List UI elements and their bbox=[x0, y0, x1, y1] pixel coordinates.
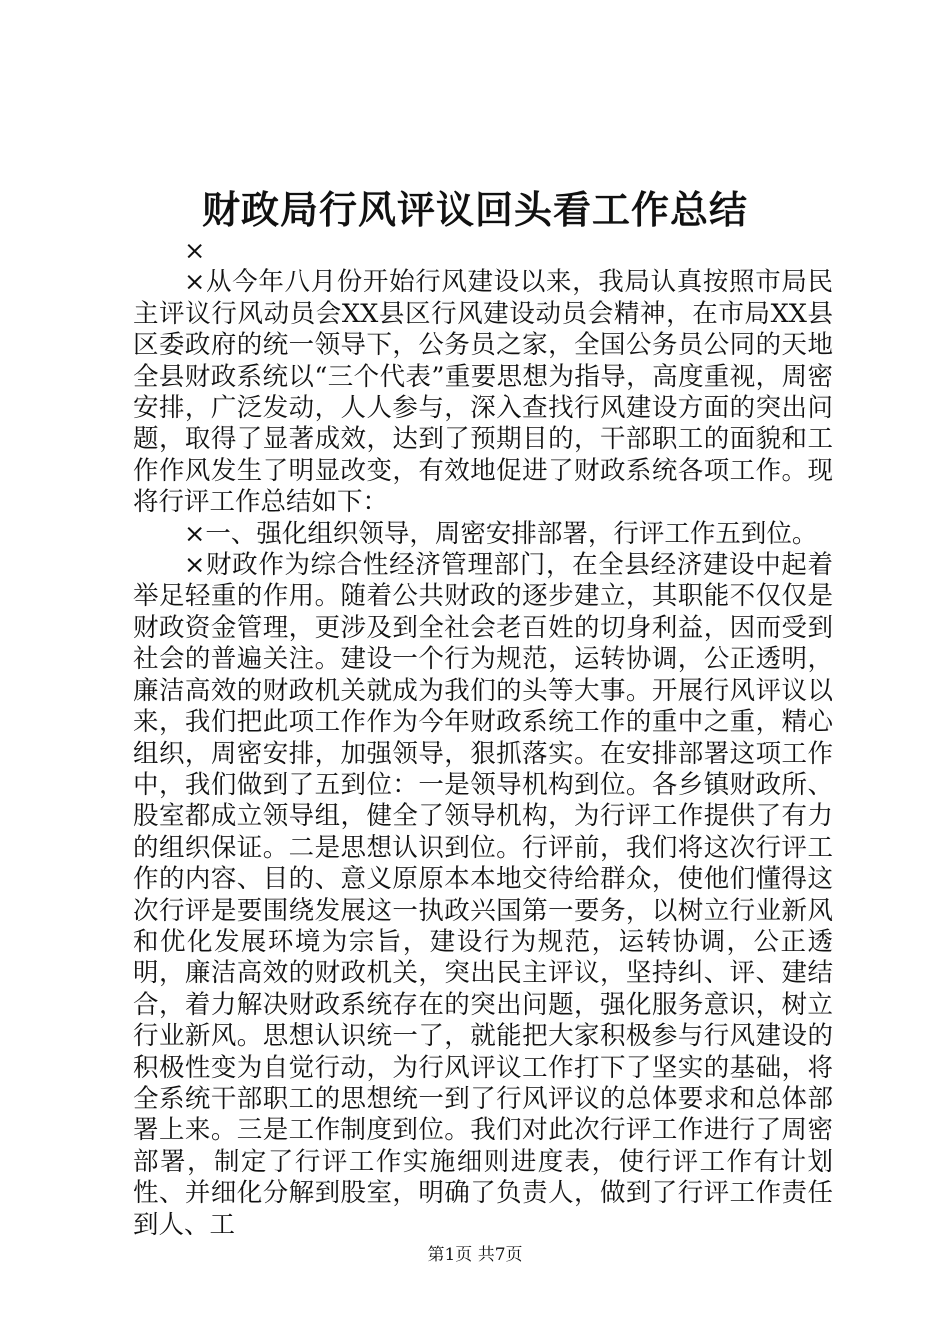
page-number-footer: 第1页 共7页 bbox=[427, 1245, 523, 1265]
paragraph-marker: × bbox=[184, 236, 206, 266]
document-body bbox=[133, 236, 833, 1241]
paragraph-heading-one: ×一、强化组织领导，周密安排部署，行评工作五到位。 bbox=[184, 518, 818, 549]
document-title: 财政局行风评议回头看工作总结 bbox=[201, 187, 748, 232]
paragraph-intro: ×从今年八月份开始行风建设以来，我局认真按照市局民主评议行风动员会XX县区行风建设动员会精神，在市局XX县区委政府的统一领导下，公务员之家，全国公务员公同的天地全县财政系统以“三个代表”重要思想为指导，高度重视，周密安排，广泛发动，人人参与，深入查找行风建设方面的突出问题，取得了显著成效，达到了预期目的，干部职工的面貌和工作作风发生了明显改变，有效地促进了财政系统各项工作。现将行评工作总结如下： bbox=[133, 267, 833, 518]
paragraph-section-one: ×财政作为综合性经济管理部门，在全县经济建设中起着举足轻重的作用。随着公共财政的逐步建立，其职能不仅仅是财政资金管理，更涉及到全社会老百姓的切身利益，因而受到社会的普遍关注。建设一个行为规范，运转协调，公正透明，廉洁高效的财政机关就成为我们的头等大事。开展行风评议以来，我们把此项工作作为今年财政系统工作的重中之重，精心组织，周密安排，加强领导，狠抓落实。在安排部署这项工作中，我们做到了五到位：一是领导机构到位。各乡镇财政所、股室都成立领导组，健全了领导机构，为行评工作提供了有力的组织保证。二是思想认识到位。行评前，我们将这次行评工作的内容、目的、意义原原本本地交待给群众，使他们懂得这次行评是要围绕发展这一执政兴国第一要务，以树立行业新风和优化发展环境为宗旨，建设行为规范，运转协调，公正透明，廉洁高效的财政机关，突出民主评议，坚持纠、评、建结合，着力解决财政系统存在的突出问题，强化服务意识，树立行业新风。思想认识统一了，就能把大家积极参与行风建设的积极性变为自觉行动，为行风评议工作打下了坚实的基础，将全系统干部职工的思想统一到了行风评议的总体要求和总体部署上来。三是工作制度到位。我们对此次行评工作进行了周密部署，制定了行评工作实施细则进度表，使行评工作有计划性、并细化分解到股室，明确了负责人，做到了行评工作责任到人、工 bbox=[133, 550, 833, 1240]
